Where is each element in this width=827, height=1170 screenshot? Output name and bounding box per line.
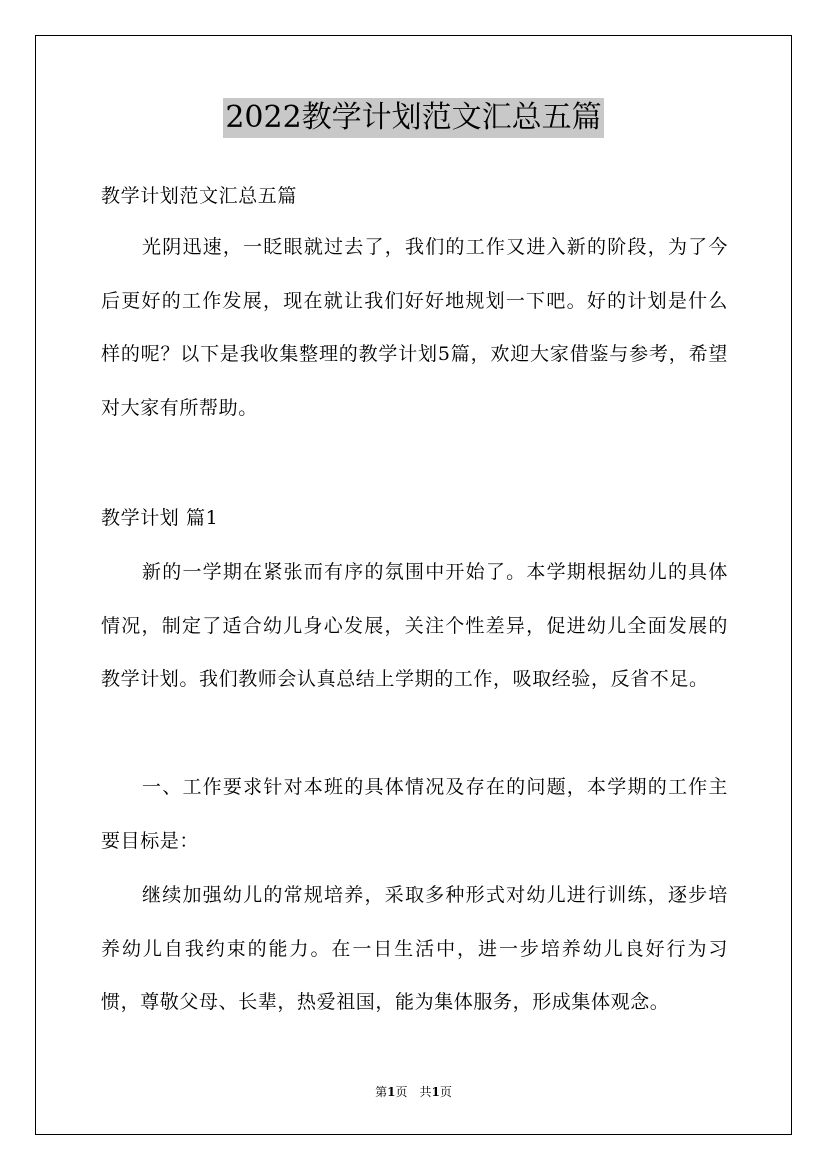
footer-suffix: 页	[439, 1085, 452, 1099]
body-paragraph-1: 新的一学期在紧张而有序的氛围中开始了。本学期根据幼儿的具体情况，制定了适合幼儿身心发展，关注个性差异，促进幼儿全面发展的教学计划。我们教师会认真总结上学期的工作，吸取经验，反省不足。	[101, 561, 728, 691]
title-container	[0, 98, 827, 138]
document-subtitle: 教学计划范文汇总五篇	[101, 185, 298, 207]
page-footer	[0, 1084, 827, 1100]
body-paragraph-3: 继续加强幼儿的常规培养，采取多种形式对幼儿进行训练，逐步培养幼儿自我约束的能力。在一日生活中，进一步培养幼儿良好行为习惯，尊敬父母、长辈，热爱祖国，能为集体服务，形成集体观念。	[101, 884, 728, 1014]
body-paragraph-2: 一、工作要求针对本班的具体情况及存在的问题，本学期的工作主要目标是：	[101, 776, 728, 852]
document-title: 2022教学计划范文汇总五篇	[223, 98, 603, 138]
section-heading: 教学计划 篇1	[101, 507, 219, 529]
footer-prefix: 第	[375, 1085, 388, 1099]
footer-total-pages: 1	[431, 1085, 440, 1099]
footer-mid: 页 共	[395, 1085, 432, 1099]
footer-current-page: 1	[387, 1085, 396, 1099]
intro-paragraph: 光阴迅速，一眨眼就过去了，我们的工作又进入新的阶段，为了今后更好的工作发展，现在就让我们好好地规划一下吧。好的计划是什么样的呢？以下是我收集整理的教学计划5篇，欢迎大家借鉴与参考，希望对大家有所帮助。	[101, 236, 728, 419]
